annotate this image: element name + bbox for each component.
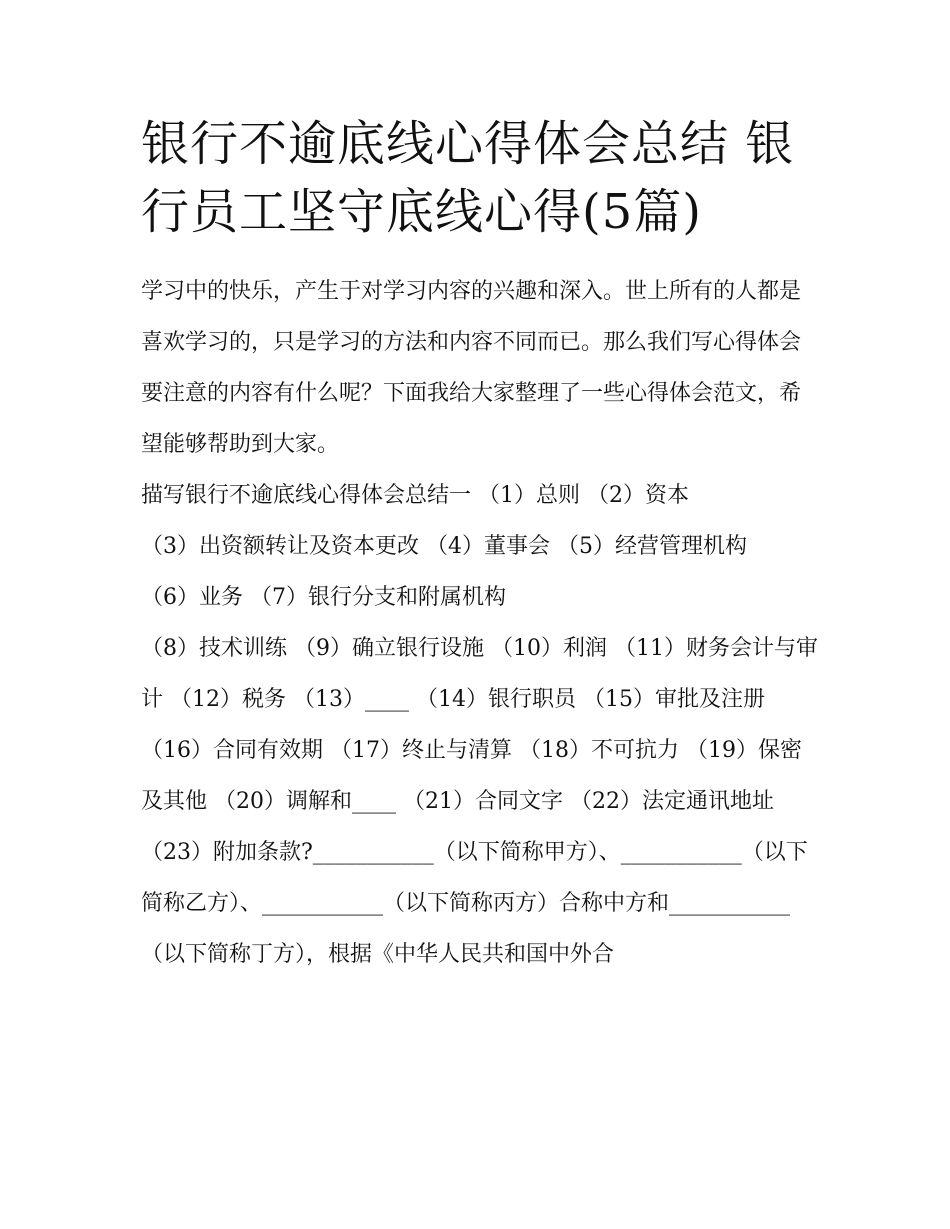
body-paragraph: （16）合同有效期 （17）终止与清算 （18）不可抗力 （19）保密及其他 （20）调解和____ （21）合同文字 （22）法定通讯地址 [141,738,802,814]
body-paragraph: （6）业务 （7）银行分支和附属机构 [141,585,506,610]
body-paragraph: （23）附加条款?___________（以下简称甲方）、___________（以下简称乙方）、___________（以下简称丙方）合称中方和___________（以下简称丁方），根据《中华人民共和国中外合 [141,840,808,967]
document-title: 银行不逾底线心得体会总结 银行员工坚守底线心得(5篇) [141,116,795,240]
intro-paragraph: 学习中的快乐，产生于对学习内容的兴趣和深入。世上所有的人都是喜欢学习的，只是学习的方法和内容不同而已。那么我们写心得体会要注意的内容有什么呢？下面我给大家整理了一些心得体会范文，希望能够帮助到大家。 [141,279,802,457]
body-paragraph: （3）出资额转让及资本更改 （4）董事会 （5）经营管理机构 [141,534,747,559]
document-body [141,266,821,980]
body-paragraph: （8）技术训练 （9）确立银行设施 （10）利润 （11）财务会计与审计 （12）税务 （13）____ （14）银行职员 （15）审批及注册 [141,636,818,712]
body-paragraph: 描写银行不逾底线心得体会总结一 （1）总则 （2）资本 [141,483,689,508]
document-page [141,110,821,980]
